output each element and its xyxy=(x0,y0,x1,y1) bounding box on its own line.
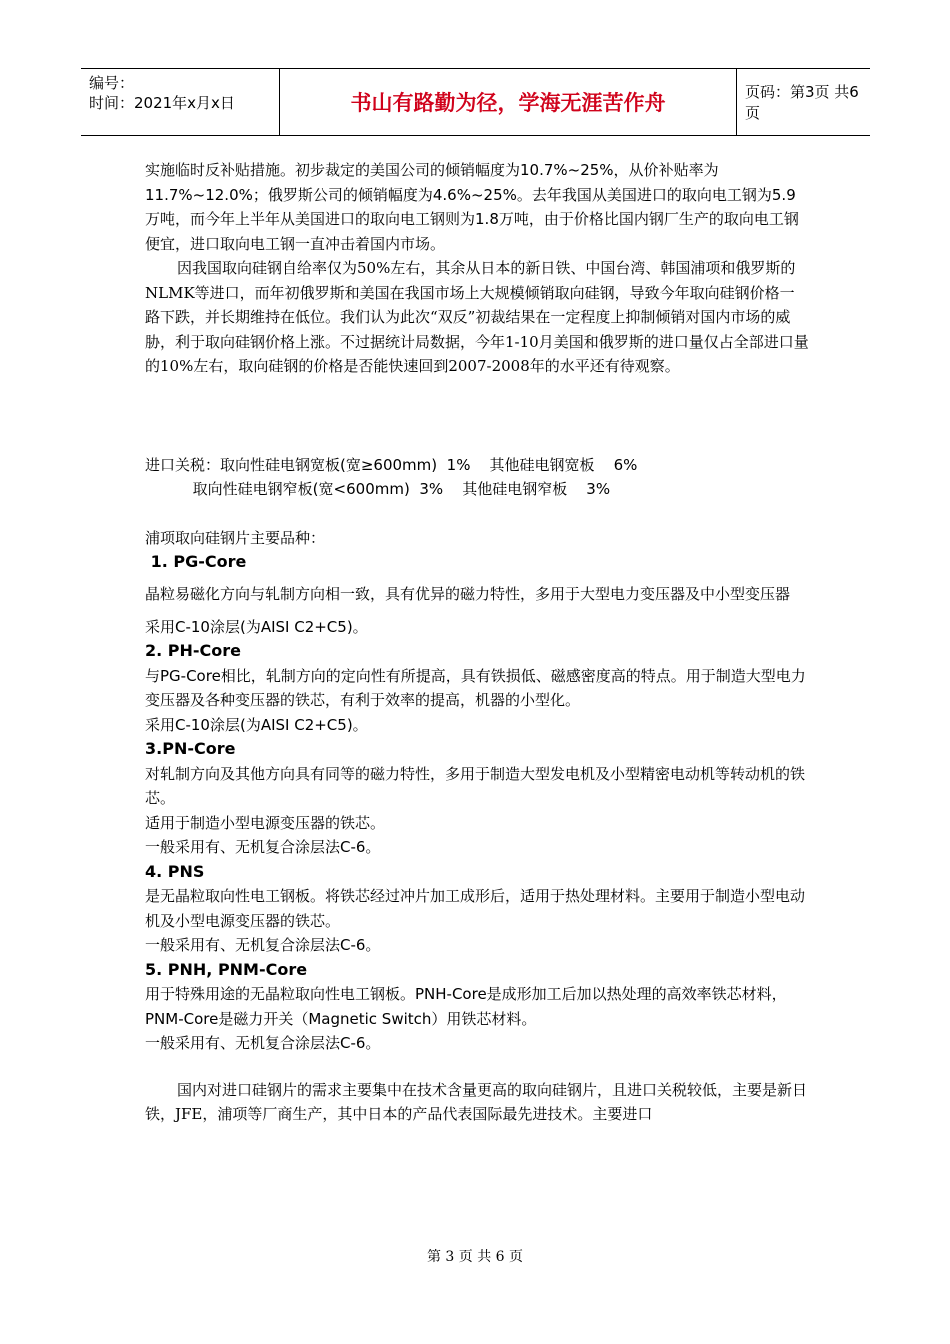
page-footer: 第 3 页 共 6 页 xyxy=(426,1249,524,1265)
product-2-description: 与PG-Core相比，轧制方向的定向性有所提高，具有铁损低、磁感密度高的特点。用于制造大型电力变压器及各种变压器的铁芯，有利于效率的提高，机器的小型化。 xyxy=(145,666,806,709)
product-heading-5: 5. PNH, PNM-Core xyxy=(145,959,308,979)
paragraph-last: 国内对进口硅钢片的需求主要集中在技术含量更高的取向硅钢片，且进口关税较低，主要是新日铁，JFE，浦项等厂商生产，其中日本的产品代表国际最先进技术。主要进口 xyxy=(145,1080,808,1123)
document-body xyxy=(145,158,809,1127)
paragraph-1: 实施临时反补贴措施。初步裁定的美国公司的倾销幅度为10.7%~25%，从价补贴率为11.7%~12.0%；俄罗斯公司的倾销幅度为4.6%~25%。去年我国从美国进口的取向电工钢为5.9万吨，而今年上半年从美国进口的取向电工钢则为1.8万吨，由于价格比国内钢厂生产的取向电工钢便宜，进口取向电工钢一直冲击着国内市场。 xyxy=(145,161,799,253)
product-heading-4: 4. PNS xyxy=(145,861,205,881)
product-3-description: 对轧制方向及其他方向具有同等的磁力特性，多用于制造大型发电机及小型精密电动机等转动机的铁芯。 xyxy=(145,764,806,807)
paragraph-2: 因我国取向硅钢自给率仅为50%左右，其余从日本的新日铁、中国台湾、韩国浦项和俄罗斯的NLMK等进口，而年初俄罗斯和美国在我国市场上大规模倾销取向硅钢，导致今年取向硅钢价格一路下跌，并长期维持在低位。我们认为此次“双反”初裁结果在一定程度上抑制倾销对国内市场的威胁，利于取向硅钢价格上涨。不过据统计局数据，今年1-10月美国和俄罗斯的进口量仅占全部进口量的10%左右，取向硅钢的价格是否能快速回到2007-2008年的水平还有待观察。 xyxy=(145,259,809,375)
product-4-coating: 一般采用有、无机复合涂层法C-6。 xyxy=(145,936,381,954)
product-5-coating: 一般采用有、无机复合涂层法C-6。 xyxy=(145,1034,381,1052)
page-label: 页码：第3页 共6页 xyxy=(745,83,859,122)
products-title: 浦项取向硅钢片主要品种： xyxy=(145,528,326,547)
product-1-description: 晶粒易磁化方向与轧制方向相一致，具有优异的磁力特性，多用于大型电力变压器及中小型变压器 xyxy=(145,584,791,603)
page-header xyxy=(81,68,870,136)
number-label: 编号： xyxy=(89,74,135,92)
time-label: 时间：2021年x月x日 xyxy=(89,94,235,112)
product-heading-3: 3.PN-Core xyxy=(145,739,236,758)
product-heading-1: 1. PG-Core xyxy=(145,552,247,571)
tariff-line-2: 取向性硅电钢窄板(宽<600mm) 3% 其他硅电钢窄板 3% xyxy=(145,480,611,498)
product-1-coating: 采用C-10涂层(为AISI C2+C5)。 xyxy=(145,617,368,636)
product-5-description: 用于特殊用途的无晶粒取向性电工钢板。PNH-Core是成形加工后加以热处理的高效率铁芯材料，PNM-Core是磁力开关（Magnetic Switch）用铁芯材料。 xyxy=(145,985,787,1028)
product-2-coating: 采用C-10涂层(为AISI C2+C5)。 xyxy=(145,715,368,734)
product-3-coating: 一般采用有、无机复合涂层法C-6。 xyxy=(145,838,381,856)
motto: 书山有路勤为径，学海无涯苦作舟 xyxy=(280,69,737,135)
product-3-use: 适用于制造小型电源变压器的铁芯。 xyxy=(145,813,386,832)
tariff-line-1: 进口关税：取向性硅电钢宽板(宽≥600mm) 1% 其他硅电钢宽板 6% xyxy=(145,455,638,474)
product-4-description: 是无晶粒取向性电工钢板。将铁芯经过冲片加工成形后，适用于热处理材料。主要用于制造小型电动机及小型电源变压器的铁芯。 xyxy=(145,887,806,930)
product-heading-2: 2. PH-Core xyxy=(145,641,242,660)
header-left-cell xyxy=(81,69,280,135)
